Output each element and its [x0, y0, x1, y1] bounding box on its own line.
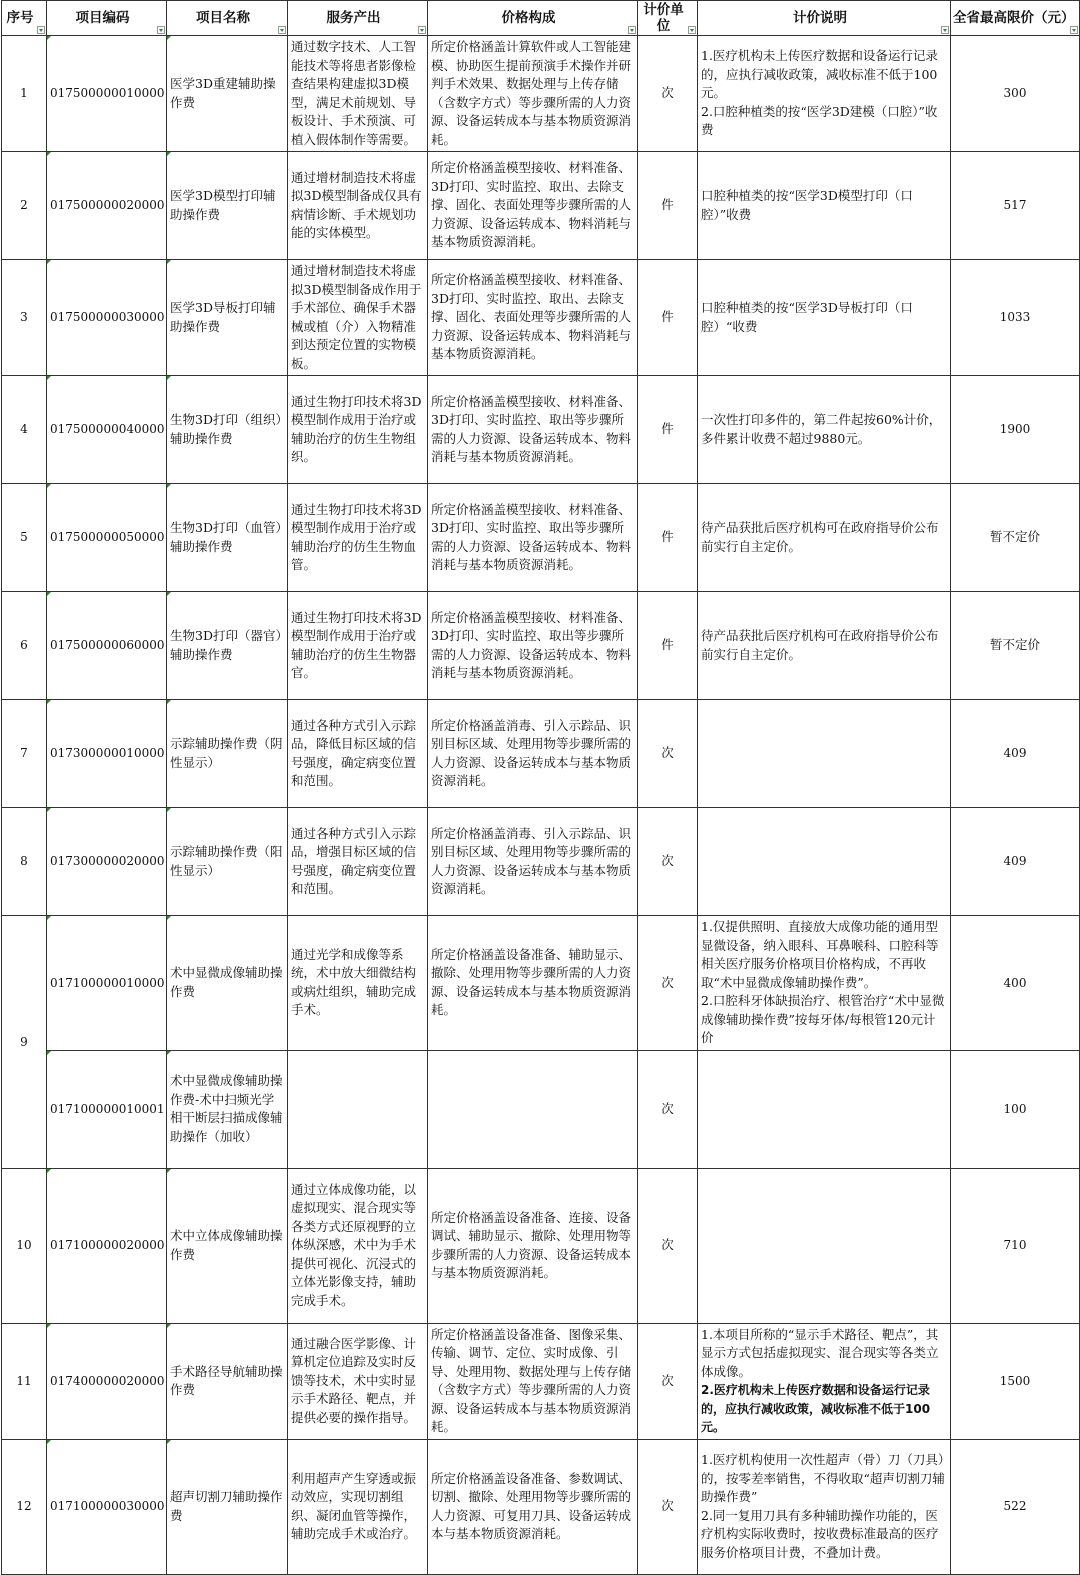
cell-seq[interactable]: 10 — [2, 1168, 47, 1323]
table-row — [2, 1323, 1080, 1439]
cell-name[interactable]: 示踪辅助操作费（阴性显示） — [167, 700, 288, 808]
cell-note[interactable]: 待产品获批后医疗机构可在政府指导价公布前实行自主定价。 — [698, 592, 951, 700]
cell-output[interactable]: 通过生物打印技术将3D模型制作成用于治疗或辅助治疗的仿生生物血管。 — [288, 484, 428, 592]
cell-price[interactable]: 所定价格涵盖模型接收、材料准备、3D打印、实时监控、取出等步骤所需的人力资源、设备运转成本、物料消耗与基本物质资源消耗。 — [428, 484, 638, 592]
cell-code[interactable]: 017300000020000 — [47, 808, 167, 916]
cell-unit[interactable]: 次 — [638, 916, 698, 1051]
cell-note[interactable]: 1.医疗机构未上传医疗数据和设备运行记录的，应执行减收政策，减收标准不低于100元。 2.口腔种植类的按“医学3D建模（口腔）”收费 — [698, 36, 951, 152]
cell-max-price[interactable]: 1900 — [951, 376, 1080, 484]
cell-seq[interactable]: 3 — [2, 260, 47, 376]
cell-name[interactable]: 手术路径导航辅助操作费 — [167, 1323, 288, 1439]
cell-code[interactable]: 017400000020000 — [47, 1323, 167, 1439]
header-note[interactable]: 计价说明 — [698, 1, 951, 36]
filter-dropdown-icon[interactable] — [157, 26, 165, 34]
cell-max-price[interactable]: 710 — [951, 1168, 1080, 1323]
cell-max-price[interactable]: 409 — [951, 700, 1080, 808]
cell-seq[interactable]: 9 — [2, 916, 47, 1169]
filter-dropdown-icon[interactable] — [278, 26, 286, 34]
cell-output[interactable]: 通过各种方式引入示踪品，降低目标区域的信号强度，确定病变位置和范围。 — [288, 700, 428, 808]
filter-dropdown-icon[interactable] — [688, 26, 696, 34]
cell-max-price[interactable]: 暂不定价 — [951, 484, 1080, 592]
table-row — [2, 1439, 1080, 1574]
cell-max-price[interactable]: 400 — [951, 916, 1080, 1051]
cell-code[interactable]: 017500000050000 — [47, 484, 167, 592]
cell-price[interactable]: 所定价格涵盖模型接收、材料准备、3D打印、实时监控、取出、去除支撑、固化、表面处理等步骤所需的人力资源、设备运转成本、物料消耗与基本物质资源消耗。 — [428, 152, 638, 260]
table-row — [2, 484, 1080, 592]
cell-seq[interactable]: 7 — [2, 700, 47, 808]
cell-max-price[interactable]: 522 — [951, 1439, 1080, 1574]
cell-seq[interactable]: 11 — [2, 1323, 47, 1439]
cell-output[interactable]: 通过增材制造技术将虚拟3D模型制备成仅具有病情诊断、手术规划功能的实体模型。 — [288, 152, 428, 260]
price-table — [1, 0, 1080, 1575]
cell-note[interactable] — [698, 1050, 951, 1168]
table-row — [2, 260, 1080, 376]
header-name[interactable]: 项目名称 — [167, 1, 288, 36]
table-row — [2, 1050, 1080, 1168]
cell-output[interactable]: 通过生物打印技术将3D模型制作成用于治疗或辅助治疗的仿生生物组织。 — [288, 376, 428, 484]
cell-note[interactable] — [698, 1323, 951, 1439]
note-line-2: 2.医疗机构未上传医疗数据和设备运行记录的，应执行减收政策，减收标准不低于100元。 — [701, 1383, 931, 1434]
cell-code[interactable]: 017500000030000 — [47, 260, 167, 376]
cell-max-price[interactable]: 1500 — [951, 1323, 1080, 1439]
cell-output[interactable]: 利用超声产生穿透或振动效应，实现切割组织、凝闭血管等操作，辅助完成手术或治疗。 — [288, 1439, 428, 1574]
cell-note[interactable] — [698, 808, 951, 916]
cell-unit[interactable]: 次 — [638, 1323, 698, 1439]
cell-unit[interactable]: 件 — [638, 152, 698, 260]
cell-output[interactable]: 通过立体成像功能，以虚拟现实、混合现实等各类方式还原视野的立体纵深感，术中为手术提供可视化、沉浸式的立体光影像支持，辅助完成手术。 — [288, 1168, 428, 1323]
cell-output[interactable]: 通过数字技术、人工智能技术等将患者影像检查结果构建虚拟3D模型，满足术前规划、导板设计、手术预演、可植入假体制作等需要。 — [288, 36, 428, 152]
cell-unit[interactable]: 件 — [638, 592, 698, 700]
cell-code[interactable]: 017500000020000 — [47, 152, 167, 260]
cell-note[interactable]: 1.医疗机构使用一次性超声（骨）刀（刀具）的，按零差率销售，不得收取“超声切割刀辅助操作费” 2.同一复用刀具有多种辅助操作功能的，医疗机构实际收费时，按收费标准最高的医疗服务价格项目计费，不叠加计费。 — [698, 1439, 951, 1574]
cell-seq[interactable]: 4 — [2, 376, 47, 484]
cell-unit[interactable]: 次 — [638, 1050, 698, 1168]
cell-name[interactable]: 术中显微成像辅助操作费-术中扫频光学相干断层扫描成像辅助操作（加收） — [167, 1050, 288, 1168]
cell-price[interactable]: 所定价格涵盖模型接收、材料准备、3D打印、实时监控、取出、去除支撑、固化、表面处理等步骤所需的人力资源、设备运转成本、物料消耗与基本物质资源消耗。 — [428, 260, 638, 376]
cell-name[interactable]: 生物3D打印（血管）辅助操作费 — [167, 484, 288, 592]
header-seq[interactable]: 序号 — [2, 1, 47, 36]
cell-unit[interactable]: 次 — [638, 1439, 698, 1574]
cell-max-price[interactable]: 暂不定价 — [951, 592, 1080, 700]
cell-name[interactable]: 生物3D打印（组织）辅助操作费 — [167, 376, 288, 484]
cell-max-price[interactable]: 517 — [951, 152, 1080, 260]
table-row — [2, 700, 1080, 808]
cell-unit[interactable]: 次 — [638, 1168, 698, 1323]
table-row — [2, 808, 1080, 916]
cell-note[interactable] — [698, 700, 951, 808]
cell-output[interactable] — [288, 1050, 428, 1168]
cell-name[interactable]: 医学3D模型打印辅助操作费 — [167, 152, 288, 260]
cell-seq[interactable]: 8 — [2, 808, 47, 916]
cell-name[interactable]: 术中立体成像辅助操作费 — [167, 1168, 288, 1323]
cell-output[interactable]: 通过增材制造技术将虚拟3D模型制备成作用于手术部位、确保手术器械或植（介）入物精准到达预定位置的实物模板。 — [288, 260, 428, 376]
cell-note[interactable]: 1.仅提供照明、直接放大成像功能的通用型显微设备，纳入眼科、耳鼻喉科、口腔科等相关医疗服务价格项目价格构成，不再收取“术中显微成像辅助操作费”。 2.口腔科牙体缺损治疗、根管治疗“术中显微成像辅助操作费”按每牙体/每根管120元计价 — [698, 916, 951, 1051]
cell-name[interactable]: 医学3D重建辅助操作费 — [167, 36, 288, 152]
cell-code[interactable]: 017100000010001 — [47, 1050, 167, 1168]
table-row — [2, 1168, 1080, 1323]
cell-code[interactable]: 017100000030000 — [47, 1439, 167, 1574]
cell-note[interactable] — [698, 1168, 951, 1323]
table-row — [2, 376, 1080, 484]
header-code[interactable]: 项目编码 — [47, 1, 167, 36]
cell-code[interactable]: 017500000060000 — [47, 592, 167, 700]
cell-code[interactable]: 017500000010000 — [47, 36, 167, 152]
cell-name[interactable]: 医学3D导板打印辅助操作费 — [167, 260, 288, 376]
cell-price[interactable]: 所定价格涵盖模型接收、材料准备、3D打印、实时监控、取出等步骤所需的人力资源、设备运转成本、物料消耗与基本物质资源消耗。 — [428, 376, 638, 484]
cell-price[interactable]: 所定价格涵盖设备准备、图像采集、传输、调节、定位、实时成像、引导、处理用物、数据处理与上传存储（含数字方式）等步骤所需的人力资源、设备运转成本与基本物质资源消耗。 — [428, 1323, 638, 1439]
cell-unit[interactable]: 件 — [638, 376, 698, 484]
cell-note[interactable]: 一次性打印多件的，第二件起按60%计价，多件累计收费不超过9880元。 — [698, 376, 951, 484]
cell-seq[interactable]: 6 — [2, 592, 47, 700]
cell-price[interactable]: 所定价格涵盖设备准备、参数调试、切割、撤除、处理用物等步骤所需的人力资源、可复用刀具、设备运转成本与基本物质资源消耗。 — [428, 1439, 638, 1574]
cell-unit[interactable]: 件 — [638, 484, 698, 592]
cell-output[interactable]: 通过各种方式引入示踪品，增强目标区域的信号强度，确定病变位置和范围。 — [288, 808, 428, 916]
cell-note[interactable]: 待产品获批后医疗机构可在政府指导价公布前实行自主定价。 — [698, 484, 951, 592]
cell-price[interactable]: 所定价格涵盖计算软件或人工智能建模、协助医生提前预演手术操作并研判手术效果、数据处理与上传存储（含数字方式）等步骤所需的人力资源、设备运转成本与基本物质资源消耗。 — [428, 36, 638, 152]
cell-max-price[interactable]: 100 — [951, 1050, 1080, 1168]
cell-unit[interactable]: 件 — [638, 260, 698, 376]
cell-name[interactable]: 超声切割刀辅助操作费 — [167, 1439, 288, 1574]
header-price-composition[interactable]: 价格构成 — [428, 1, 638, 36]
cell-seq[interactable]: 5 — [2, 484, 47, 592]
cell-price[interactable]: 所定价格涵盖设备准备、连接、设备调试、辅助显示、撤除、处理用物等步骤所需的人力资源、设备运转成本与基本物质资源消耗。 — [428, 1168, 638, 1323]
cell-seq[interactable]: 12 — [2, 1439, 47, 1574]
cell-output[interactable]: 通过光学和成像等系统，术中放大细微结构或病灶组织，辅助完成手术。 — [288, 916, 428, 1051]
filter-dropdown-icon[interactable] — [1070, 26, 1078, 34]
cell-code[interactable]: 017100000020000 — [47, 1168, 167, 1323]
cell-note[interactable]: 口腔种植类的按“医学3D导板打印（口腔）“收费 — [698, 260, 951, 376]
header-max-price[interactable]: 全省最高限价（元） — [951, 1, 1080, 36]
cell-max-price[interactable]: 300 — [951, 36, 1080, 152]
filter-dropdown-icon[interactable] — [628, 26, 636, 34]
cell-unit[interactable]: 次 — [638, 36, 698, 152]
note-line-1: 1.本项目所称的“显示手术路径、靶点”，其显示方式包括虚拟现实、混合现实等各类立体成像。 — [701, 1326, 939, 1379]
cell-name[interactable]: 术中显微成像辅助操作费 — [167, 916, 288, 1051]
cell-price[interactable]: 所定价格涵盖消毒、引入示踪品、识别目标区域、处理用物等步骤所需的人力资源、设备运转成本与基本物质资源消耗。 — [428, 808, 638, 916]
filter-dropdown-icon[interactable] — [37, 26, 45, 34]
cell-price[interactable]: 所定价格涵盖模型接收、材料准备、3D打印、实时监控、取出等步骤所需的人力资源、设备运转成本、物料消耗与基本物质资源消耗。 — [428, 592, 638, 700]
table-row — [2, 152, 1080, 260]
cell-price[interactable]: 所定价格涵盖设备准备、辅助显示、撤除、处理用物等步骤所需的人力资源、设备运转成本与基本物质资源消耗。 — [428, 916, 638, 1051]
cell-code[interactable]: 017100000010000 — [47, 916, 167, 1051]
cell-output[interactable]: 通过生物打印技术将3D模型制作成用于治疗或辅助治疗的仿生生物器官。 — [288, 592, 428, 700]
header-output[interactable]: 服务产出 — [288, 1, 428, 36]
cell-seq[interactable]: 1 — [2, 36, 47, 152]
header-row — [2, 1, 1080, 36]
filter-dropdown-icon[interactable] — [941, 26, 949, 34]
cell-max-price[interactable]: 409 — [951, 808, 1080, 916]
table-row — [2, 592, 1080, 700]
header-unit[interactable]: 计价单位 — [638, 1, 698, 36]
cell-name[interactable]: 生物3D打印（器官）辅助操作费 — [167, 592, 288, 700]
cell-code[interactable]: 017300000010000 — [47, 700, 167, 808]
cell-code[interactable]: 017500000040000 — [47, 376, 167, 484]
cell-seq[interactable]: 2 — [2, 152, 47, 260]
cell-max-price[interactable]: 1033 — [951, 260, 1080, 376]
filter-dropdown-icon[interactable] — [418, 26, 426, 34]
cell-unit[interactable]: 次 — [638, 808, 698, 916]
cell-price[interactable] — [428, 1050, 638, 1168]
cell-output[interactable]: 通过融合医学影像、计算机定位追踪及实时反馈等技术，术中实时显示手术路径、靶点，并提供必要的操作指导。 — [288, 1323, 428, 1439]
table-row — [2, 916, 1080, 1051]
cell-price[interactable]: 所定价格涵盖消毒、引入示踪品、识别目标区域、处理用物等步骤所需的人力资源、设备运转成本与基本物质资源消耗。 — [428, 700, 638, 808]
cell-name[interactable]: 示踪辅助操作费（阳性显示） — [167, 808, 288, 916]
table-row — [2, 36, 1080, 152]
cell-note[interactable]: 口腔种植类的按“医学3D模型打印（口腔）”收费 — [698, 152, 951, 260]
cell-unit[interactable]: 次 — [638, 700, 698, 808]
